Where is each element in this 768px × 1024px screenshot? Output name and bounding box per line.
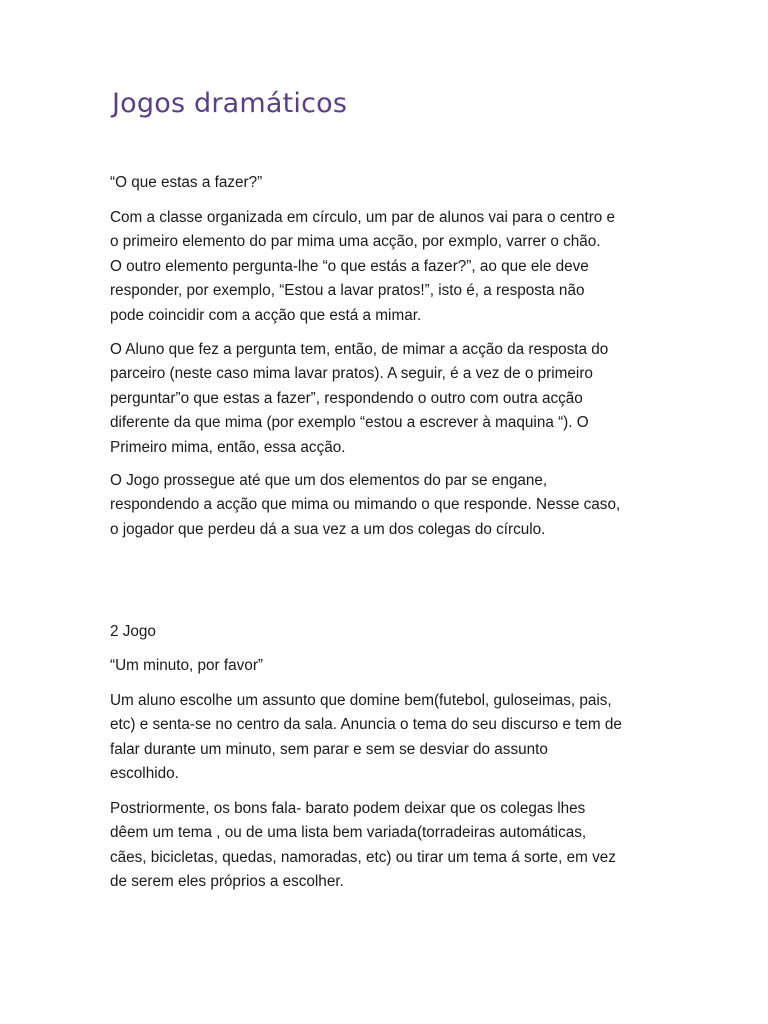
text-line: o primeiro elemento do par mima uma acção, por exmplo, varrer o chão. — [110, 233, 601, 251]
game1-quote: “O que estas a fazer?” — [110, 174, 263, 191]
text-line: de serem eles próprios a escolher. — [110, 873, 344, 891]
text-line: parceiro (neste caso mima lavar pratos). A seguir, é a vez de o primeiro — [110, 365, 593, 383]
text-line: dêem um tema , ou de uma lista bem variada(torradeiras automáticas, — [110, 824, 587, 842]
page-title: Jogos dramáticos — [112, 88, 348, 119]
text-line: respondendo a acção que mima ou mimando o que responde. Nesse caso, — [110, 496, 621, 514]
text-line: Com a classe organizada em círculo, um par de alunos vai para o centro e — [110, 209, 616, 226]
text-line: cães, bicicletas, quedas, namoradas, etc) ou tirar um tema á sorte, em vez — [110, 848, 616, 866]
text-line: perguntar”o que estas a fazer”, respondendo o outro com outra acção — [110, 389, 583, 407]
text-line: O outro elemento pergunta-lhe “o que estás a fazer?”, ao que ele deve — [110, 257, 589, 275]
text-line: O Jogo prossegue até que um dos elementos do par se engane, — [110, 472, 548, 489]
text-line: o jogador que perdeu dá a sua vez a um dos colegas do círculo. — [110, 520, 546, 538]
text-line: O Aluno que fez a pergunta tem, então, de mimar a acção da resposta do — [110, 341, 609, 358]
text-line: pode coincidir com a acção que está a mimar. — [110, 306, 422, 324]
game2-paragraph-2 — [110, 797, 670, 895]
game1-paragraph-2 — [110, 338, 670, 460]
game2-quote: “Um minuto, por favor” — [110, 657, 264, 674]
text-line: falar durante um minuto, sem parar e sem se desviar do assunto — [110, 740, 548, 758]
text-line: Postriormente, os bons fala- barato podem deixar que os colegas lhes — [110, 800, 586, 817]
text-line: escolhido. — [110, 765, 179, 783]
text-line: etc) e senta-se no centro da sala. Anuncia o tema do seu discurso e tem de — [110, 716, 622, 734]
text-line: Primeiro mima, então, essa acção. — [110, 438, 346, 456]
game1-paragraph-1 — [110, 206, 670, 328]
game2-heading: 2 Jogo — [110, 623, 156, 640]
text-line: diferente da que mima (por exemplo “estou a escrever à maquina “). O — [110, 414, 589, 432]
game1-paragraph-3 — [110, 469, 670, 542]
game2-paragraph-1 — [110, 689, 670, 787]
text-line: responder, por exemplo, “Estou a lavar pratos!”, isto é, a resposta não — [110, 282, 585, 300]
text-line: Um aluno escolhe um assunto que domine bem(futebol, guloseimas, pais, — [110, 692, 612, 709]
